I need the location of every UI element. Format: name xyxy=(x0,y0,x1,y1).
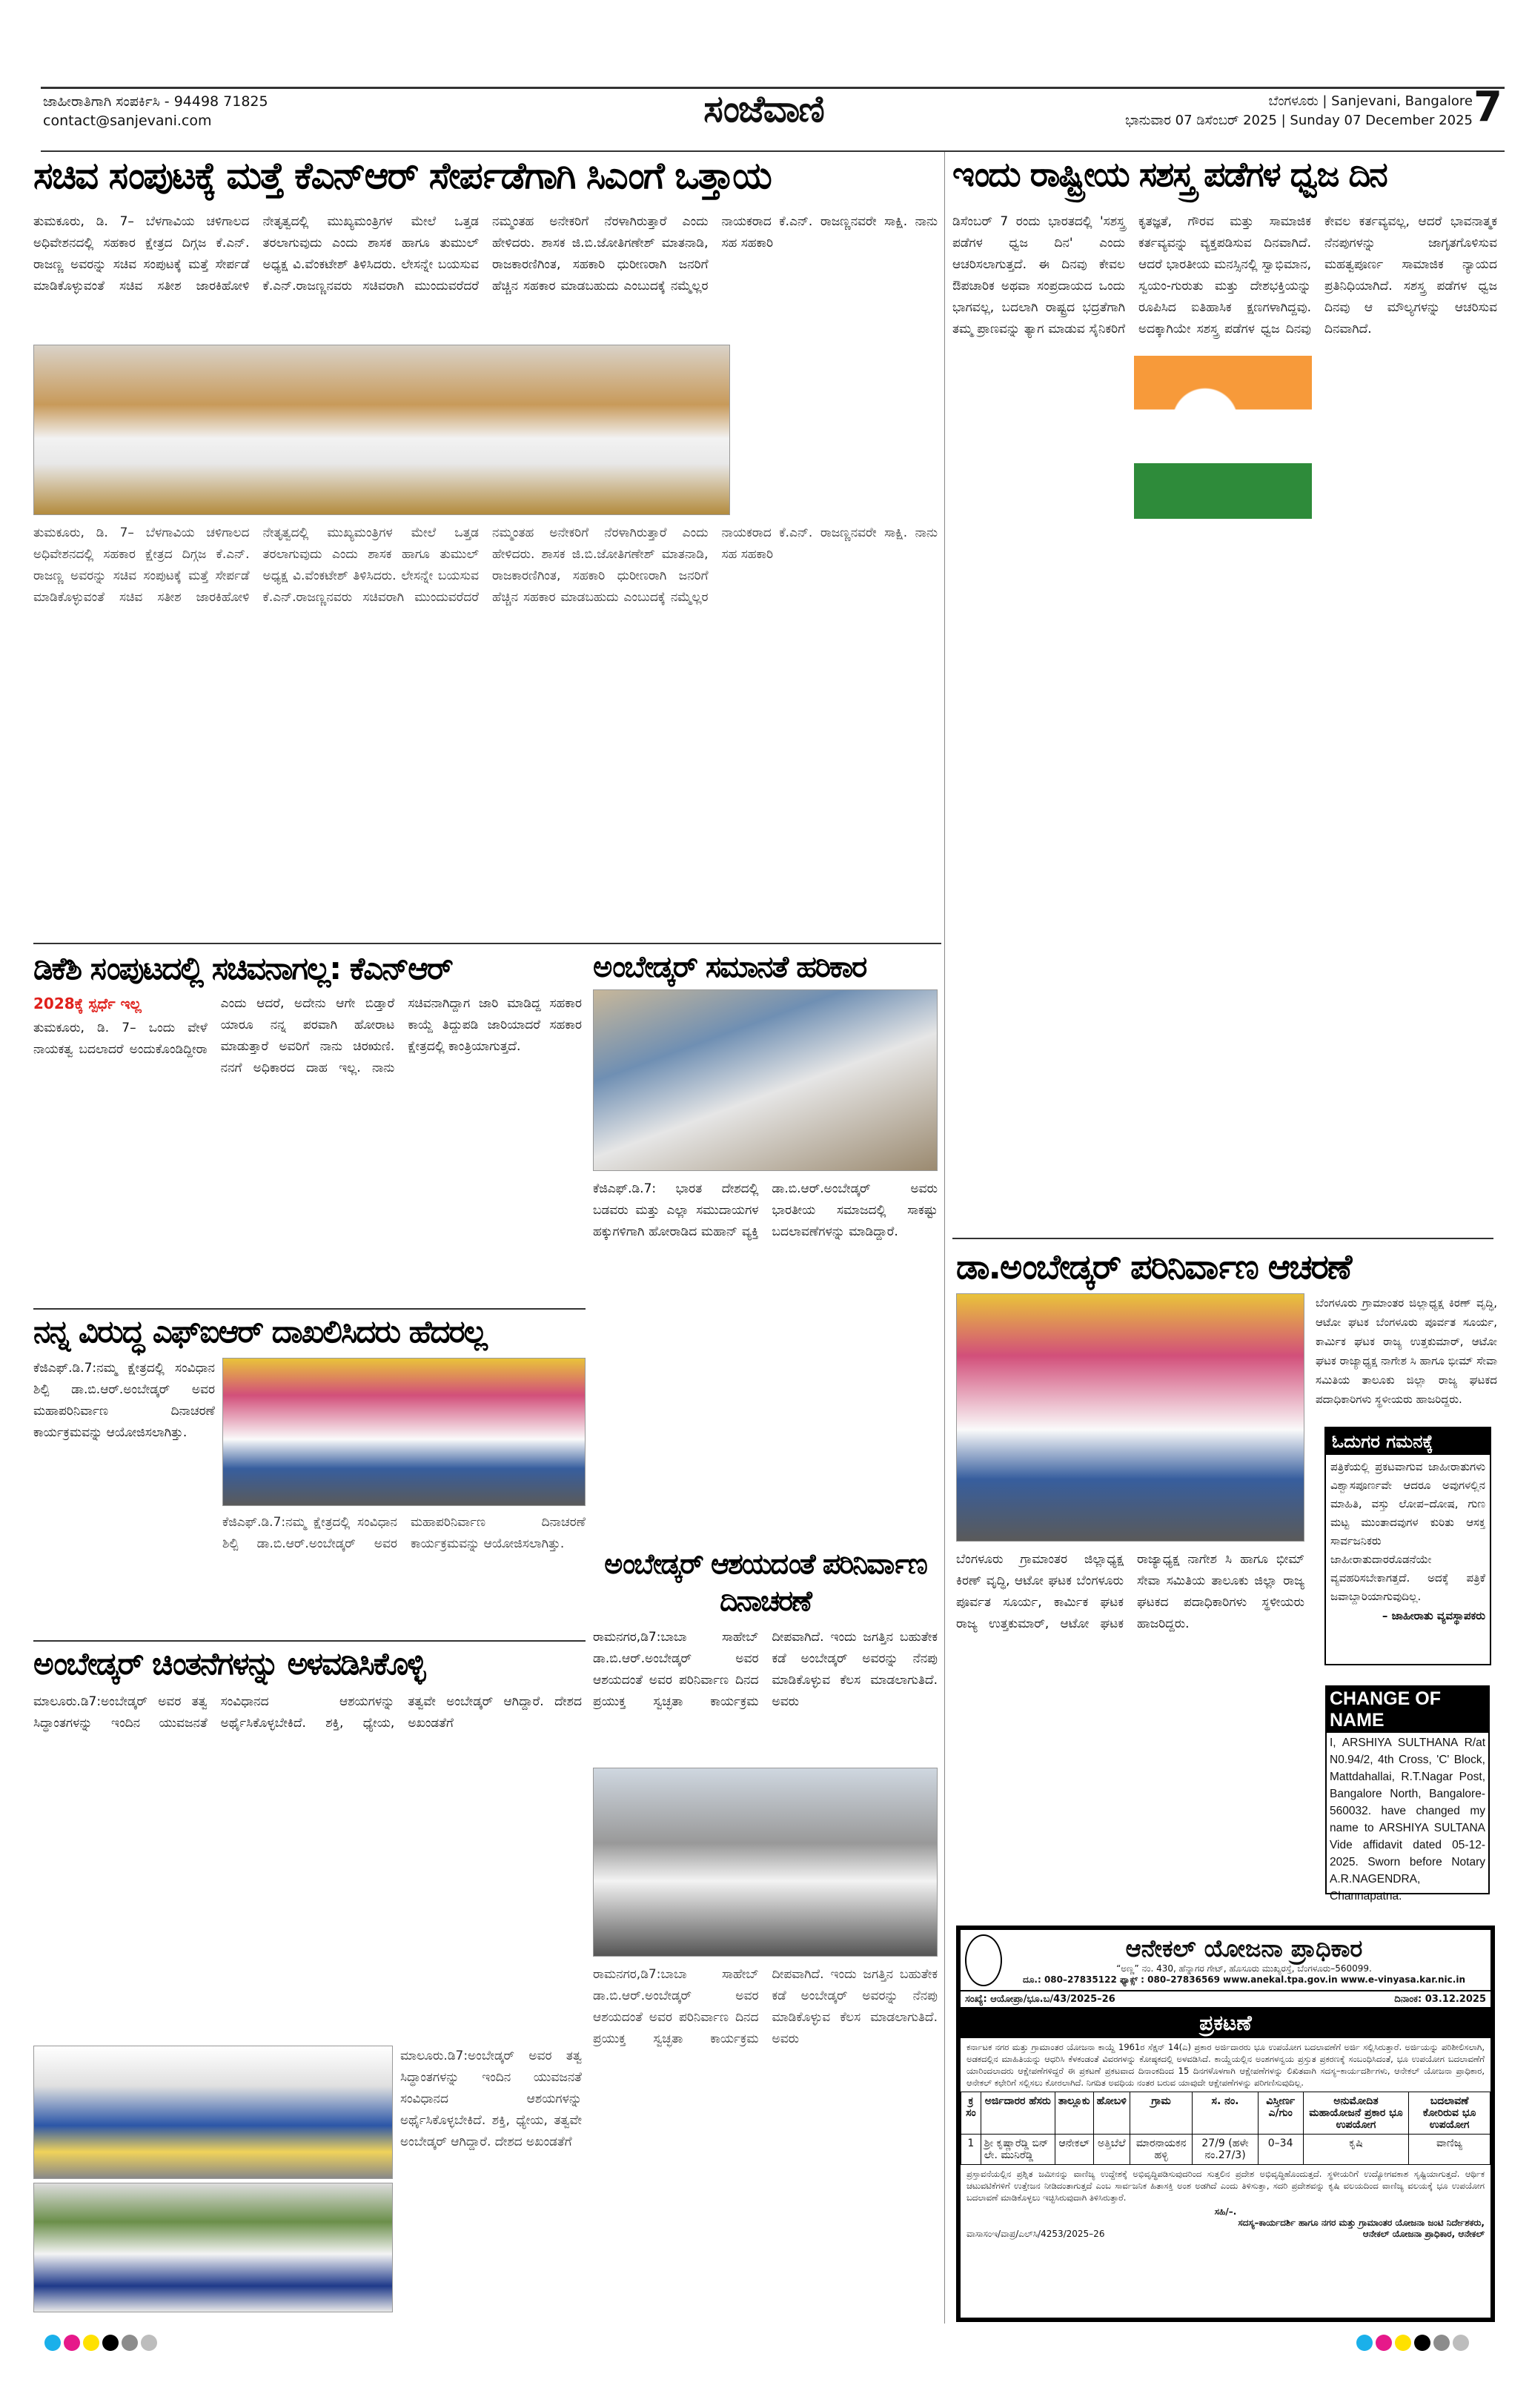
table-cell: ಆನೇಕಲ್ xyxy=(1055,2135,1093,2165)
ad-date: ದಿನಾಂಕ: 03.12.2025 xyxy=(1394,1994,1486,2005)
masthead-right xyxy=(1125,92,1473,130)
readers-notice-signature: – ಜಾಹೀರಾತು ವ್ಯವಸ್ಥಾಪಕರು xyxy=(1382,1609,1485,1622)
color-registration-dot xyxy=(102,2335,119,2351)
photo-malur-event-1 xyxy=(33,2046,393,2179)
issue-date: ಭಾನುವಾರ 07 ಡಿಸೆಂಬರ್ 2025 | Sunday 07 December 2025 xyxy=(1125,113,1473,128)
section-rule xyxy=(33,1308,586,1310)
ad-contact: ಜಾಹೀರಾತಿಗಾಗಿ ಸಂಪರ್ಕಿಸಿ - 94498 71825 xyxy=(43,93,268,110)
photo-flag-soldiers xyxy=(1134,356,1312,519)
headline-flag-day: ಇಂದು ರಾಷ್ಟ್ರೀಯ ಸಶಸ್ತ್ರ ಪಡೆಗಳ ಧ್ವಜ ದಿನ xyxy=(952,154,1387,194)
article-body-continued: ರಾಮನಗರ,ಡಿ7:ಬಾಬಾ ಸಾಹೇಬ್ ಡಾ.ಬಿ.ಆರ್.ಅಂಬೇಡ್ಕರ್ ಅವರ ಆಶಯದಂತೆ ಅವರ ಪರಿನಿರ್ವಾಣ ದಿನದ ಪ್ರಯುಕ್ತ ಸ್ವಚ್ಛತಾ ಕಾರ್ಯಕ್ರಮ ದೀಪವಾಗಿದೆ. ಇಂದು ಜಗತ್ತಿನ ಬಹುತೇಕ ಕಡೆ ಅಂಬೇಡ್ಕರ್ ಅವರನ್ನು ನೆನಪು ಮಾಡಿಕೊಳ್ಳುವ ಕೆಲಸ ಮಾಡಲಾಗುತಿದೆ. ಅವರು xyxy=(593,1967,938,2046)
headline-dks-cabinet: ಡಿಕೆಶಿ ಸಂಪುಟದಲ್ಲಿ ಸಚಿವನಾಗಲ್ಲ: ಕೆಎನ್‌ಆರ್ xyxy=(33,950,452,986)
dks-article xyxy=(33,993,582,1301)
table-cell: ವಾಣಿಜ್ಯ xyxy=(1409,2135,1490,2165)
ad-contact: ದೂ.: 080–27835122 ಫ್ಯಾಕ್ಸ್ : 080–27836569 www.anekal.tpa.gov.in www.e-vinyasa.kar.nic.in xyxy=(1023,1974,1465,1985)
photo-ambedkar-garland xyxy=(956,1293,1304,1542)
ad-ref-number: ಸಂಖ್ಯೆ: ಆಯೋಪ್ರಾ/ಭೂ.ಬ/43/2025–26 xyxy=(965,1994,1115,2005)
readers-notice-body: ಪತ್ರಿಕೆಯಲ್ಲಿ ಪ್ರಕಟವಾಗುವ ಜಾಹೀರಾತುಗಳು ವಿಶ್ವಾಸಪೂರ್ಣವೇ ಆದರೂ ಅವುಗಳಲ್ಲಿನ ಮಾಹಿತಿ, ವಸ್ತು ಲೋಪ–ದೋಷ, ಗುಣ ಮಟ್ಟ ಮುಂತಾದವುಗಳ ಕುರಿತು ಆಸಕ್ತ ಸಾರ್ವಜನಿಕರು ಜಾಹೀರಾತುದಾರರೊಡನೆಯೇ ವ್ಯವಹರಿಸಬೇಕಾಗತ್ತದೆ. ಅದಕ್ಕೆ ಪತ್ರಿಕೆ ಜವಾಬ್ದಾರಿಯಾಗುವುದಿಲ್ಲ. xyxy=(1330,1460,1485,1603)
print-color-marks-right xyxy=(1356,2335,1472,2354)
table-cell: 0–34 xyxy=(1258,2135,1303,2165)
color-registration-dot xyxy=(1414,2335,1430,2351)
color-registration-dot xyxy=(1356,2335,1373,2351)
color-registration-dot xyxy=(1395,2335,1411,2351)
table-header: ಗ್ರಾಮ xyxy=(1130,2092,1192,2135)
table-cell: ಶ್ರೀ ಕೃಷ್ಣಾರೆಡ್ಡಿ ಬಿನ್ ಲೇ. ಮುನಿರೆಡ್ಡಿ xyxy=(981,2135,1055,2165)
masthead-bottom-rule xyxy=(41,150,1505,152)
table-row xyxy=(961,2135,1490,2165)
change-of-name-body: I, ARSHIYA SULTHANA R/at N0.94/2, 4th Cross, 'C' Block, Mattdahallai, R.T.Nagar Post, Bangalore North, Bangalore-560032. have changed my name to ARSHIYA SULTANA Vide affidavit dated 05-12-2025. Sworn before Notary A.R.NAGENDRA, Channapatna. xyxy=(1330,1737,1485,1903)
ad-code: ವಾಸಾಸಂಇ/ವಾಪ್ರ/ಎಲ್‌ಸಿ/4253/2025–26 xyxy=(966,2229,1105,2239)
color-registration-dot xyxy=(1433,2335,1450,2351)
change-of-name-box xyxy=(1325,1685,1490,1903)
table-header: ಅನುಮೋದಿತ ಮಹಾಯೋಜನೆ ಪ್ರಕಾರ ಭೂ ಉಪಯೋಗ xyxy=(1303,2092,1409,2135)
headline-ambedkar-samanate: ಅಂಬೇಡ್ಕರ್ ಸಮಾನತೆ ಹರಿಕಾರ xyxy=(593,950,866,984)
article-body-continued: ತುಮಕೂರು, ಡಿ. 7– ಬೆಳಗಾವಿಯ ಚಳಿಗಾಲದ ಅಧಿವೇಶನದಲ್ಲಿ ಸಹಕಾರ ಕ್ಷೇತ್ರದ ದಿಗ್ಗಜ ಕೆ.ಎನ್. ರಾಜಣ್ಣ ಅವರನ್ನು ಸಚಿವ ಸಂಪುಟಕ್ಕೆ ಮತ್ತೆ ಸೇರ್ಪಡೆ ಮಾಡಿಕೊಳ್ಳುವಂತೆ ಸಚಿವ ಸತೀಶ ಜಾರಕಿಹೋಳಿ ನೇತೃತ್ವದಲ್ಲಿ ಮುಖ್ಯಮಂತ್ರಿಗಳ ಮೇಲೆ ಒತ್ತಡ ತರಲಾಗುವುದು ಎಂದು ಶಾಸಕ ಹಾಗೂ ತುಮುಲ್ ಅಧ್ಯಕ್ಷ ವಿ.ವೆಂಕಟೇಶ್ ತಿಳಿಸಿದರು. ಲೇಸನ್ನೇ ಬಯಸುವ ಕೆ.ಎನ್.ರಾಜಣ್ಣನವರು ಸಚಿವರಾಗಿ ಮುಂದುವರೆದರೆ ನಮ್ಮಂತಹ ಅನೇಕರಿಗೆ ನೆರಳಾಗಿರುತ್ತಾರೆ ಎಂದು ಹೇಳಿದರು. ಶಾಸಕ ಜಿ.ಬಿ.ಜೋತಿಗಣೇಶ್ ಮಾತನಾಡಿ, ರಾಜಕಾರಣಿಗಿಂತ, ಸಹಕಾರಿ ಧುರೀಣರಾಗಿ ಜನರಿಗೆ ಹೆಚ್ಚಿನ ಸಹಕಾರ ಮಾಡಬಹುದು ಎಂಬುದಕ್ಕೆ ನಮ್ಮೆಲ್ಲರ ನಾಯಕರಾದ ಕೆ.ಎನ್. ರಾಜಣ್ಣನವರೇ ಸಾಕ್ಷಿ. ನಾನು ಸಹ ಸಹಕಾರಿ xyxy=(33,525,938,605)
section-rule xyxy=(33,1640,586,1642)
newspaper-logo: ಸಂಜೆವಾಣಿ xyxy=(703,87,823,130)
table-header: ಹೋಬಳಿ xyxy=(1093,2092,1130,2135)
print-color-marks-left xyxy=(44,2335,160,2354)
table-header: ಸ. ನಂ. xyxy=(1193,2092,1258,2135)
headline-knr-cabinet: ಸಚಿವ ಸಂಪುಟಕ್ಕೆ ಮತ್ತೆ ಕೆಎನ್‌ಆರ್ ಸೇರ್ಪಡೆಗಾಗಿ ಸಿಎಂಗೆ ಒತ್ತಾಯ xyxy=(33,154,771,197)
anekal-planning-notice xyxy=(956,1926,1495,2322)
article-body: ರಾಮನಗರ,ಡಿ7:ಬಾಬಾ ಸಾಹೇಬ್ ಡಾ.ಬಿ.ಆರ್.ಅಂಬೇಡ್ಕರ್ ಅವರ ಆಶಯದಂತೆ ಅವರ ಪರಿನಿರ್ವಾಣ ದಿನದ ಪ್ರಯುಕ್ತ ಸ್ವಚ್ಛತಾ ಕಾರ್ಯಕ್ರಮ ದೀಪವಾಗಿದೆ. ಇಂದು ಜಗತ್ತಿನ ಬಹುತೇಕ ಕಡೆ ಅಂಬೇಡ್ಕರ್ ಅವರನ್ನು ನೆನಪು ಮಾಡಿಕೊಳ್ಳುವ ಕೆಲಸ ಮಾಡಲಾಗುತಿದೆ. ಅವರು xyxy=(593,1630,938,1709)
ad-sign: ಸಹಿ/–. xyxy=(1214,2206,1237,2217)
readers-notice-title: ಓದುಗರ ಗಮನಕ್ಕೆ xyxy=(1326,1428,1490,1455)
section-rule xyxy=(952,1238,1493,1239)
ad-intro: ಕರ್ನಾಟಕ ನಗರ ಮತ್ತು ಗ್ರಾಮಾಂತರ ಯೋಜನಾ ಕಾಯ್ದೆ 1961ರ ಸೆಕ್ಷನ್ 14(ಎ) ಪ್ರಕಾರ ಅರ್ಜಿದಾರರು ಭೂ ಉಪಯೋಗ ಬದಲಾವಣೆಗೆ ಅರ್ಜಿ ಸಲ್ಲಿಸಿರುತ್ತಾರೆ. ಅರ್ಜಿಯನ್ನು ಪರಿಶೀಲಿಸಲಾಗಿ, ಅಡಕದಲ್ಲಿನ ಮಾಹಿತಿಯನ್ನು ಆಧರಿಸಿ ಕೆಳಕಂಡಂತೆ ವಿವರಗಳನ್ನು ಕೋಷ್ಠಕದಲ್ಲಿ ಅಳವಡಿಸಿದೆ. ಕಾಯ್ದೆಯಲ್ಲಿನ ಅಂಶಗಳನ್ವಯ ಪ್ರಸ್ತುತ ಪ್ರಕರಣಕ್ಕೆ ಸಂಬಂಧಿಸಿದಂತೆ, ಭೂ ಉಪಯೋಗ ಬದಲಾವಣೆಗೆ ಯಾರಿಂದಲಾದರು ಆಕ್ಷೇಪಣೆಗಳಿದ್ದರೆ ಈ ಪ್ರಕಟಣೆ ಪ್ರಕಟವಾದ ದಿನಾಂಕದಿಂದ 15 ದಿನಗಳೊಳಗಾಗಿ ಆಕ್ಷೇಪಣೆಗಳನ್ನು ಲಿಖಿತವಾಗಿ ಸದಸ್ಯ–ಕಾರ್ಯದರ್ಶಿಗಳು, ಆನೇಕಲ್ ಯೋಜನಾ ಪ್ರಾಧಿಕಾರ, ಆನೇಕಲ್ ಕಛೇರಿಗೆ ಸಲ್ಲಿಸಲು ಕೋರಲಾಗಿದೆ. ನಿಗದಿತ ಅವಧಿಯ ನಂತರ ಬರುವ ಯಾವುದೇ ಆಕ್ಷೇಪಣೆಗಳನ್ನು ಪರಿಗಣಿಸುವುದಿಲ್ಲ. xyxy=(966,2042,1485,2088)
edition: ಬೆಂಗಳೂರು | Sanjevani, Bangalore xyxy=(1268,93,1473,109)
color-registration-dot xyxy=(83,2335,99,2351)
color-registration-dot xyxy=(64,2335,80,2351)
photo-ramanagara-event xyxy=(593,1768,938,1957)
table-cell: 1 xyxy=(961,2135,981,2165)
masthead-left xyxy=(43,92,268,130)
photo-kgf-event xyxy=(222,1358,586,1506)
article-body: ಡಿಸೆಂಬರ್ 7 ರಂದು ಭಾರತದಲ್ಲಿ 'ಸಶಸ್ತ್ರ ಪಡೆಗಳ ಧ್ವಜ ದಿನ' ಎಂದು ಆಚರಿಸಲಾಗುತ್ತದೆ. ಈ ದಿನವು ಕೇವಲ ಔಪಚಾರಿಕ ಅಥವಾ ಸಂಪ್ರದಾಯದ ಒಂದು ಭಾಗವಲ್ಲ, ಬದಲಾಗಿ ರಾಷ್ಟ್ರದ ಭದ್ರತೆಗಾಗಿ ತಮ್ಮ ಪ್ರಾಣವನ್ನು ತ್ಯಾಗ ಮಾಡುವ ಸೈನಿಕರಿಗೆ ಕೃತಜ್ಞತೆ, ಗೌರವ ಮತ್ತು ಸಾಮಾಜಿಕ ಕರ್ತವ್ಯವನ್ನು ವ್ಯಕ್ತಪಡಿಸುವ ದಿನವಾಗಿದೆ. ಆದರೆ ಭಾರತೀಯ ಮನಸ್ಸಿನಲ್ಲಿ ಸ್ವಾಭಿಮಾನ, ಸ್ವಯಂ-ಗುರುತು ಮತ್ತು ದೇಶಭಕ್ತಿಯನ್ನು ರೂಪಿಸಿದ ಐತಿಹಾಸಿಕ ಕ್ಷಣಗಳಾಗಿದ್ದವು. ಅದಕ್ಕಾಗಿಯೇ ಸಶಸ್ತ್ರ ಪಡೆಗಳ ಧ್ವಜ ದಿನವು ಕೇವಲ ಕರ್ತವ್ಯವಲ್ಲ, ಆದರೆ ಭಾವನಾತ್ಮಕ ನೆನಪುಗಳನ್ನು ಜಾಗೃತಗೊಳಿಸುವ ಮಹತ್ವಪೂರ್ಣ ಸಾಮಾಜಿಕ ನ್ಯಾಯದ ಪ್ರತಿನಿಧಿಯಾಗಿದೆ. ಸಶಸ್ತ್ರ ಪಡೆಗಳ ಧ್ವಜ ದಿನವು ಆ ಮೌಲ್ಯಗಳನ್ನು ಆಚರಿಸುವ ದಿನವಾಗಿದೆ. xyxy=(952,214,1497,336)
article-body-continued: ಕೆಜಿಎಫ್.ಡಿ.7:ನಮ್ಮ ಕ್ಷೇತ್ರದಲ್ಲಿ ಸಂವಿಧಾನ ಶಿಲ್ಪಿ ಡಾ.ಬಿ.ಆರ್.ಅಂಬೇಡ್ಕರ್ ಅವರ ಮಹಾಪರಿನಿರ್ವಾಣ ದಿನಾಚರಣೆ ಕಾರ್ಯಕ್ರಮವನ್ನು ಆಯೋಜಿಸಲಾಗಿತ್ತು. xyxy=(222,1515,586,1551)
photo-malur-event-2 xyxy=(33,2183,393,2312)
table-header: ಕ್ರ ಸಂ xyxy=(961,2092,981,2135)
color-registration-dot xyxy=(1453,2335,1469,2351)
ad-table xyxy=(961,2092,1490,2165)
column-divider xyxy=(944,152,945,2324)
ad-designation: ಸದಸ್ಯ–ಕಾರ್ಯದರ್ಶಿ ಹಾಗೂ ನಗರ ಮತ್ತು ಗ್ರಾಮಾಂತರ ಯೋಜನಾ ಜಂಟಿ ನಿರ್ದೇಶಕರು, xyxy=(1238,2218,1485,2228)
email-link[interactable]: contact@sanjevani.com xyxy=(43,113,212,129)
table-header: ವಿಸ್ತೀರ್ಣ ಎ/ಗುಂ xyxy=(1258,2092,1303,2135)
article-body: ಬೆಂಗಳೂರು ಗ್ರಾಮಾಂತರ ಜಿಲ್ಲಾಧ್ಯಕ್ಷ ಕಿರಣ್ ವೃದ್ಧಿ, ಆಟೋ ಘಟಕ ಬೆಂಗಳೂರು ಪೂರ್ವತ ಸೂರ್ಯ, ಕಾರ್ಮಿಕ ಘಟಕ ರಾಜ್ಯ ಉತ್ತಕುಮಾರ್, ಆಟೋ ಘಟಕ ರಾಜ್ಯಾಧ್ಯಕ್ಷ ನಾಗೇಶ ಸಿ ಹಾಗೂ ಭೀಮ್ ಸೇವಾ ಸಮಿತಿಯ ತಾಲೂಕು ಜಿಲ್ಲಾ ರಾಜ್ಯ ಘಟಕದ ಪದಾಧಿಕಾರಿಗಳು ಸ್ಥಳೀಯರು ಹಾಜರಿದ್ದರು. xyxy=(1316,1296,1497,1406)
color-registration-dot xyxy=(1376,2335,1392,2351)
color-registration-dot xyxy=(44,2335,61,2351)
headline-chintane: ಅಂಬೇಡ್ಕರ್ ಚಿಂತನೆಗಳನ್ನು ಅಳವಡಿಸಿಕೊಳ್ಳಿ xyxy=(33,1645,425,1682)
article-body-continued: ಮಾಲೂರು.ಡಿ7:ಅಂಬೇಡ್ಕರ್ ಅವರ ತತ್ವ ಸಿದ್ಧಾಂತಗಳನ್ನು ಇಂದಿನ ಯುವಜನತೆ ಸಂವಿಧಾನದ ಆಶಯಗಳನ್ನು ಅರ್ಥೈಸಿಕೊಳ್ಳಬೇಕಿದೆ. ಶಕ್ತಿ, ಧ್ಯೇಯ, ತತ್ವವೇ ಅಂಬೇಡ್ಕರ್ ಆಗಿದ್ದಾರೆ. ದೇಶದ ಅಖಂಡತೆಗೆ xyxy=(400,2049,582,2149)
ad-title: ಪ್ರಕಟಣೆ xyxy=(961,2009,1490,2038)
table-header: ಬದಲಾವಣೆ ಕೋರಿರುವ ಭೂ ಉಪಯೋಗ xyxy=(1409,2092,1490,2135)
photo-ambedkar-statue xyxy=(593,989,938,1171)
headline-parinirvana: ಡಾ.ಅಂಬೇಡ್ಕರ್ ಪರಿನಿರ್ವಾಣ ಆಚರಣೆ xyxy=(956,1247,1351,1287)
page-number: 7 xyxy=(1473,83,1502,131)
article-body: ಕೆಜಿಎಫ್.ಡಿ.7: ಭಾರತ ದೇಶದಲ್ಲಿ ಬಡವರು ಮತ್ತು ಎಲ್ಲಾ ಸಮುದಾಯಗಳ ಹಕ್ಕುಗಳಿಗಾಗಿ ಹೋರಾಡಿದ ಮಹಾನ್ ವ್ಯಕ್ತಿ ಡಾ.ಬಿ.ಆರ್.ಅಂಬೇಡ್ಕರ್ ಅವರು ಭಾರತೀಯ ಸಮಾಜದಲ್ಲಿ ಸಾಕಷ್ಟು ಬದಲಾವಣೆಗಳನ್ನು ಮಾಡಿದ್ದಾರೆ. xyxy=(593,1181,938,1239)
ad-closing: ಪ್ರಸ್ತಾವನೆಯಲ್ಲಿನ ಪ್ರಶ್ನಿತ ಜಮೀನನ್ನು ವಾಣಿಜ್ಯ ಉದ್ದೇಶಕ್ಕೆ ಅಭಿವೃದ್ಧಿಪಡಿಸುವುದರಿಂದ ಸುತ್ತಲಿನ ಪ್ರದೇಶ ಅಭಿವೃದ್ಧಿಹೊಂದುತ್ತದೆ. ಸ್ಥಳೀಯರಿಗೆ ಉದ್ಯೋಗವಕಾಶ ಸೃಷ್ಟಿಯಾಗುತ್ತದೆ. ಆರ್ಥಿಕ ಚಟುವಟಿಕೆಗಳಿಗೆ ಉತ್ತೇಜನ ನೀಡಿದಂತಾಗುತ್ತದೆ ಎಂಬ ಸಾರ್ವಜನಿಕ ಹಿತಾಸಕ್ತಿ ಅಂಶ ಅಡಗಿದೆ ಎಂದು ತಿಳಿಸುತ್ತಾ, ಸದರಿ ಪ್ರದೇಶವನ್ನು ಕೃಷಿ ವಲಯದಿಂದ ವಾಣಿಜ್ಯ ವಲಯಕ್ಕೆ ಭೂ ಉಪಯೋಗ ಬದಲಾವಣೆ ಮಾಡಿಕೊಳ್ಳಲು ಇಚ್ಛಿಸಿರುವುದಾಗಿ ತಿಳಿಸಿರುತ್ತಾರೆ. xyxy=(966,2169,1485,2203)
article-body-continued: ಬೆಂಗಳೂರು ಗ್ರಾಮಾಂತರ ಜಿಲ್ಲಾಧ್ಯಕ್ಷ ಕಿರಣ್ ವೃದ್ಧಿ, ಆಟೋ ಘಟಕ ಬೆಂಗಳೂರು ಪೂರ್ವತ ಸೂರ್ಯ, ಕಾರ್ಮಿಕ ಘಟಕ ರಾಜ್ಯ ಉತ್ತಕುಮಾರ್, ಆಟೋ ಘಟಕ ರಾಜ್ಯಾಧ್ಯಕ್ಷ ನಾಗೇಶ ಸಿ ಹಾಗೂ ಭೀಮ್ ಸೇವಾ ಸಮಿತಿಯ ತಾಲೂಕು ಜಿಲ್ಲಾ ರಾಜ್ಯ ಘಟಕದ ಪದಾಧಿಕಾರಿಗಳು ಸ್ಥಳೀಯರು ಹಾಜರಿದ್ದರು. xyxy=(956,1552,1304,1631)
subhead-2028: 2028ಕ್ಕೆ ಸ್ಪರ್ಧೆ ಇಲ್ಲ xyxy=(33,995,142,1012)
change-of-name-title: CHANGE OF NAME xyxy=(1327,1687,1488,1733)
karnataka-emblem-icon xyxy=(965,1934,1002,1986)
headline-ashaya: ಅಂಬೇಡ್ಕರ್ ಆಶಯದಂತೆ ಪರಿನಿರ್ವಾಣ ದಿನಾಚರಣೆ xyxy=(604,1548,926,1617)
ad-office: ಆನೇಕಲ್ ಯೋಜನಾ ಪ್ರಾಧಿಕಾರ, ಆನೇಕಲ್ xyxy=(1362,2229,1485,2239)
article-body: ಕೆಜಿಎಫ್.ಡಿ.7:ನಮ್ಮ ಕ್ಷೇತ್ರದಲ್ಲಿ ಸಂವಿಧಾನ ಶಿಲ್ಪಿ ಡಾ.ಬಿ.ಆರ್.ಅಂಬೇಡ್ಕರ್ ಅವರ ಮಹಾಪರಿನಿರ್ವಾಣ ದಿನಾಚರಣೆ ಕಾರ್ಯಕ್ರಮವನ್ನು ಆಯೋಜಿಸಲಾಗಿತ್ತು. xyxy=(33,1361,215,1440)
photo-felicitation-event xyxy=(33,345,730,515)
table-header: ಅರ್ಜಿದಾರರ ಹೆಸರು xyxy=(981,2092,1055,2135)
article-body: ಮಾಲೂರು.ಡಿ7:ಅಂಬೇಡ್ಕರ್ ಅವರ ತತ್ವ ಸಿದ್ಧಾಂತಗಳನ್ನು ಇಂದಿನ ಯುವಜನತೆ ಸಂವಿಧಾನದ ಆಶಯಗಳನ್ನು ಅರ್ಥೈಸಿಕೊಳ್ಳಬೇಕಿದೆ. ಶಕ್ತಿ, ಧ್ಯೇಯ, ತತ್ವವೇ ಅಂಬೇಡ್ಕರ್ ಆಗಿದ್ದಾರೆ. ದೇಶದ ಅಖಂಡತೆಗೆ xyxy=(33,1694,582,1731)
table-cell: 27/9 (ಹಳೇ ನಂ.27/3) xyxy=(1193,2135,1258,2165)
color-registration-dot xyxy=(141,2335,157,2351)
table-cell: ಮಾರನಾಯಕನ ಹಳ್ಳಿ xyxy=(1130,2135,1192,2165)
ad-address: “ಅಣ್ಣ” ನಂ. 430, ಹೆನ್ನಾಗರ ಗೇಟ್, ಹೊಸೂರು ಮುಖ್ಯರಸ್ತೆ, ಬೆಂಗಳೂರು–560099. xyxy=(1116,1963,1372,1974)
color-registration-dot xyxy=(122,2335,138,2351)
ad-org-name: ಆನೇಕಲ್ ಯೋಜನಾ ಪ್ರಾಧಿಕಾರ xyxy=(1125,1934,1363,1963)
table-cell: ಕೃಷಿ xyxy=(1303,2135,1409,2165)
headline-fir: ನನ್ನ ವಿರುದ್ಧ ಎಫ್‌ಐಆರ್ ದಾಖಲಿಸಿದರು ಹೆದರಲ್ಲ xyxy=(33,1313,486,1350)
table-cell: ಅತ್ತಿಬೆಲೆ xyxy=(1093,2135,1130,2165)
article-body: ತುಮಕೂರು, ಡಿ. 7– ಬೆಳಗಾವಿಯ ಚಳಿಗಾಲದ ಅಧಿವೇಶನದಲ್ಲಿ ಸಹಕಾರ ಕ್ಷೇತ್ರದ ದಿಗ್ಗಜ ಕೆ.ಎನ್. ರಾಜಣ್ಣ ಅವರನ್ನು ಸಚಿವ ಸಂಪುಟಕ್ಕೆ ಮತ್ತೆ ಸೇರ್ಪಡೆ ಮಾಡಿಕೊಳ್ಳುವಂತೆ ಸಚಿವ ಸತೀಶ ಜಾರಕಿಹೋಳಿ ನೇತೃತ್ವದಲ್ಲಿ ಮುಖ್ಯಮಂತ್ರಿಗಳ ಮೇಲೆ ಒತ್ತಡ ತರಲಾಗುವುದು ಎಂದು ಶಾಸಕ ಹಾಗೂ ತುಮುಲ್ ಅಧ್ಯಕ್ಷ ವಿ.ವೆಂಕಟೇಶ್ ತಿಳಿಸಿದರು. ಲೇಸನ್ನೇ ಬಯಸುವ ಕೆ.ಎನ್.ರಾಜಣ್ಣನವರು ಸಚಿವರಾಗಿ ಮುಂದುವರೆದರೆ ನಮ್ಮಂತಹ ಅನೇಕರಿಗೆ ನೆರಳಾಗಿರುತ್ತಾರೆ ಎಂದು ಹೇಳಿದರು. ಶಾಸಕ ಜಿ.ಬಿ.ಜೋತಿಗಣೇಶ್ ಮಾತನಾಡಿ, ರಾಜಕಾರಣಿಗಿಂತ, ಸಹಕಾರಿ ಧುರೀಣರಾಗಿ ಜನರಿಗೆ ಹೆಚ್ಚಿನ ಸಹಕಾರ ಮಾಡಬಹುದು ಎಂಬುದಕ್ಕೆ ನಮ್ಮೆಲ್ಲರ ನಾಯಕರಾದ ಕೆ.ಎನ್. ರಾಜಣ್ಣನವರೇ ಸಾಕ್ಷಿ. ನಾನು ಸಹ ಸಹಕಾರಿ xyxy=(33,214,938,293)
article-body: ತುಮಕೂರು, ಡಿ. 7– ಒಂದು ವೇಳೆ ನಾಯಕತ್ವ ಬದಲಾದರೆ ಅಂದುಕೊಂಡಿದ್ದೀರಾ ಎಂದು ಆದರೆ, ಅದೇನು ಆಗೇ ಬಿಡ್ತಾರೆ ಯಾರೂ ನನ್ನ ಪರವಾಗಿ ಹೋರಾಟ ಮಾಡುತ್ತಾರೆ ಅವರಿಗೆ ನಾನು ಚಿರಋಣಿ. ನನಗೆ ಅಧಿಕಾರದ ದಾಹ ಇಲ್ಲ. ನಾನು ಸಚಿವನಾಗಿದ್ದಾಗ ಜಾರಿ ಮಾಡಿದ್ದ ಸಹಕಾರ ಕಾಯ್ದೆ ತಿದ್ದುಪಡಿ ಜಾರಿಯಾದರೆ ಸಹಕಾರ ಕ್ಷೇತ್ರದಲ್ಲಿ ಕಾಂತ್ರಿಯಾಗುತ್ತದೆ. xyxy=(33,996,582,1075)
section-rule xyxy=(33,943,941,944)
table-header: ತಾಲ್ಲೂಕು xyxy=(1055,2092,1093,2135)
readers-notice-box xyxy=(1324,1427,1491,1665)
